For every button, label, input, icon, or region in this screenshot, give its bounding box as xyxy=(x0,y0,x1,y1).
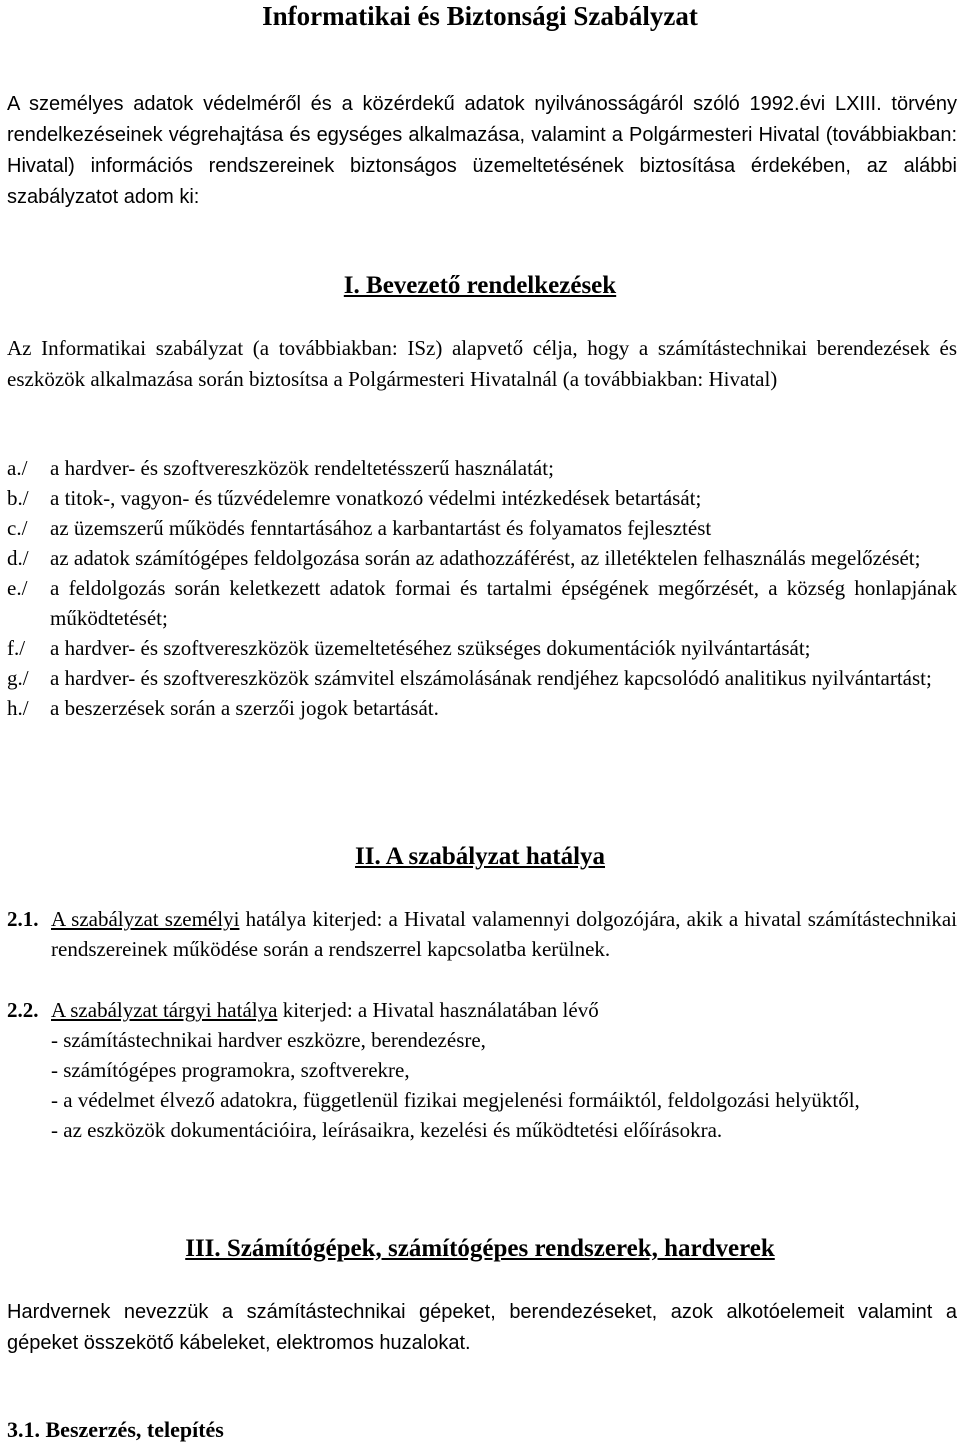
list-item: - az eszközök dokumentációira, leírásaikra, kezelési és működtetési előírásokra. xyxy=(51,1118,723,1142)
clause-2-2 xyxy=(7,995,957,1145)
list-item-text: a hardver- és szoftvereszközök üzemeltetéséhez szükséges dokumentációk nyilvántartását; xyxy=(50,636,811,660)
list-item-text: a hardver- és szoftvereszközök számvitel elszámolásának rendjéhez kapcsolódó analitikus nyilvántartást; xyxy=(50,666,932,690)
section-1-list xyxy=(7,453,957,723)
clause-body xyxy=(7,995,957,1025)
document-title: Informatikai és Biztonsági Szabályzat xyxy=(262,1,698,31)
section-1-heading-text: I. Bevezető rendelkezések xyxy=(343,272,617,299)
scope-list xyxy=(7,1025,957,1145)
list-item-marker: d./ xyxy=(7,546,29,570)
list-item-text: a beszerzések során a szerzői jogok betartását. xyxy=(50,696,439,720)
list-item xyxy=(7,543,957,573)
section-2-heading xyxy=(0,841,960,873)
list-item xyxy=(7,483,957,513)
section-3-paragraph: Hardvernek nevezzük a számítástechnikai gépeket, berendezéseket, azok alkotóelemeit valamint a gépeket összekötő kábeleket, elektromos huzalokat. xyxy=(7,1301,957,1354)
clause-text: kiterjed: a Hivatal használatában lévő xyxy=(277,998,599,1022)
intro-paragraph: A személyes adatok védelméről és a közérdekű adatok nyilvánosságáról szóló 1992.évi LXIII. törvény rendelkezéseinek végrehajtása és egységes alkalmazása, valamint a Polgármesteri Hivatal (továbbiakban: Hivatal) információs rendszereinek biztonságos üzemeltetésének biztosítása érdekében, az alábbi szabályzatot adom ki: xyxy=(7,93,957,208)
section-3-heading xyxy=(0,1233,960,1265)
clause-body xyxy=(7,904,957,964)
clause-2-1 xyxy=(7,904,957,964)
list-item: - a védelmet élvező adatokra, függetlenül fizikai megjelenési formáiktól, feldolgozási helyüktől, xyxy=(51,1088,860,1112)
list-item xyxy=(7,513,957,543)
section-1-heading xyxy=(0,270,960,302)
subsection-3-1-heading: 3.1. Beszerzés, telepítés xyxy=(7,1417,224,1442)
list-item xyxy=(7,663,957,693)
list-item-marker: g./ xyxy=(7,666,29,690)
list-item-text: a titok-, vagyon- és tűzvédelemre vonatkozó védelmi intézkedések betartását; xyxy=(50,486,702,510)
list-item-marker: c./ xyxy=(7,516,28,540)
clause-text: hatálya kiterjed: a Hivatal valamennyi dolgozójára, akik a hivatal számítástechnikai rendszereinek működése során a rendszerrel kapcsolatba kerülnek. xyxy=(51,907,957,961)
section-1-paragraph: Az Informatikai szabályzat (a továbbiakban: ISz) alapvető célja, hogy a számítástechnikai berendezések és eszközök alkalmazása során biztosítsa a Polgármesteri Hivatalnál (a továbbiakban: Hivatal) xyxy=(7,336,957,391)
list-item-marker: h./ xyxy=(7,696,29,720)
list-item: - számítógépes programokra, szoftverekre, xyxy=(51,1058,410,1082)
list-item-text: az adatok számítógépes feldolgozása során az adathozzáférést, az illetéktelen felhasználás megelőzését; xyxy=(50,546,921,570)
clause-number: 2.1. xyxy=(7,907,39,931)
list-item-text: a feldolgozás során keletkezett adatok formai és tartalmi épségének megőrzését, a község honlapjának működtetését; xyxy=(50,576,957,630)
clause-underlined-text: A szabályzat személyi xyxy=(51,907,240,931)
clause-underlined-text: A szabályzat tárgyi hatálya xyxy=(51,998,278,1022)
list-item xyxy=(7,633,957,663)
list-item-marker: b./ xyxy=(7,486,29,510)
list-item xyxy=(7,453,957,483)
list-item-marker: a./ xyxy=(7,456,28,480)
list-item: - számítástechnikai hardver eszközre, berendezésre, xyxy=(51,1028,486,1052)
clause-number: 2.2. xyxy=(7,998,39,1022)
list-item-marker: e./ xyxy=(7,576,28,600)
list-item-text: az üzemszerű működés fenntartásához a karbantartást és folyamatos fejlesztést xyxy=(50,516,712,540)
list-item xyxy=(7,573,957,633)
list-item-text: a hardver- és szoftvereszközök rendeltetésszerű használatát; xyxy=(50,456,554,480)
list-item-marker: f./ xyxy=(7,636,26,660)
list-item xyxy=(7,693,957,723)
section-3-heading-text: III. Számítógépek, számítógépes rendszerek, hardverek xyxy=(185,1235,775,1262)
section-2-heading-text: II. A szabályzat hatálya xyxy=(354,843,606,870)
